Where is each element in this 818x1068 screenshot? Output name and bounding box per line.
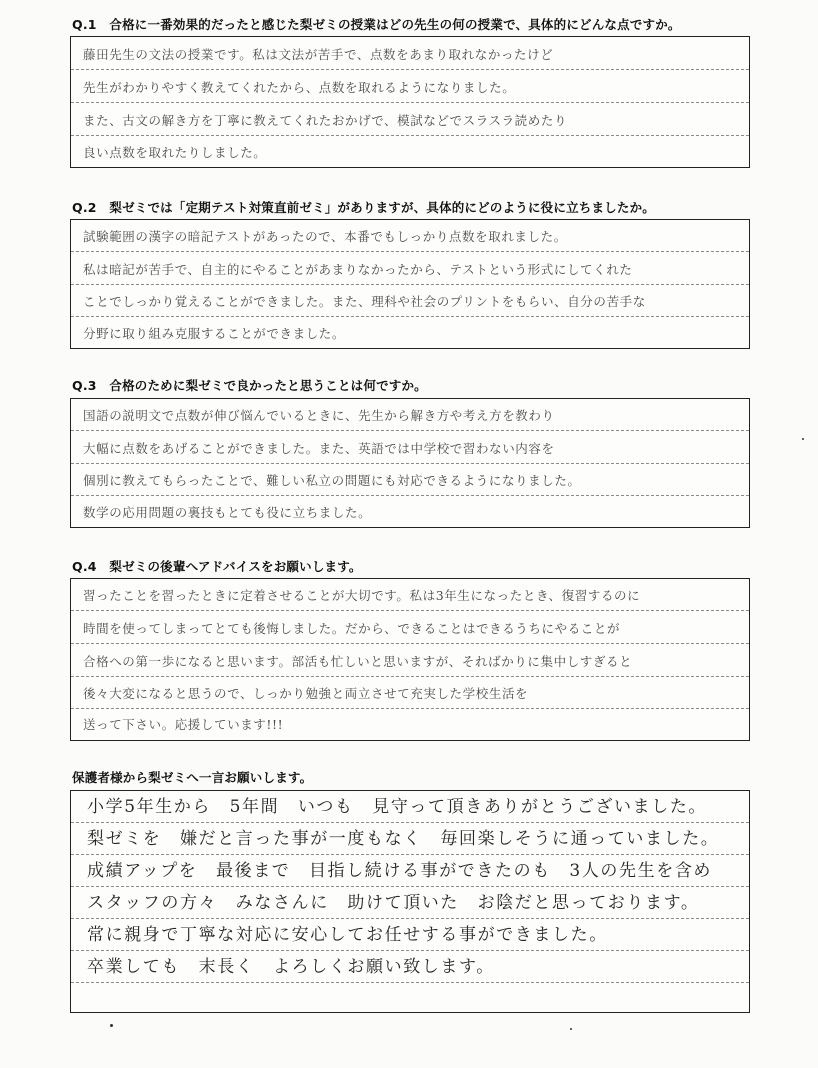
answer-line: [71, 983, 749, 1012]
answer-line: [71, 496, 749, 527]
handwritten-text: 国語の説明文で点数が伸び悩んでいるときに、先生から解き方や考え方を教わり: [83, 408, 555, 423]
answer-line: [71, 887, 749, 919]
question-1-heading: Q.1 合格に一番効果的だったと感じた梨ゼミの授業はどの先生の何の授業で、具体的にどんな点ですか。: [72, 17, 681, 32]
answer-line: [71, 37, 749, 70]
question-2-answer-box: [70, 219, 750, 349]
handwritten-text: スタッフの方々 みなさんに 助けて頂いた お陰だと思っております。: [87, 893, 700, 913]
question-1-answer-box: [70, 36, 750, 168]
handwritten-text: 送って下さい。応援しています!!!: [83, 717, 284, 732]
handwritten-text: 時間を使ってしまってとても後悔しました。だから、できることはできるうちにやることが: [83, 621, 621, 636]
handwritten-text: 先生がわかりやすく教えてくれたから、点数を取れるようになりました。: [83, 80, 516, 95]
answer-line: [71, 464, 749, 496]
answer-line: [71, 399, 749, 431]
answer-line: [71, 220, 749, 252]
answer-line: [71, 136, 749, 167]
answer-line: [71, 677, 749, 709]
question-3-answer-box: [70, 398, 750, 528]
handwritten-text: 良い点数を取れたりしました。: [83, 145, 267, 160]
answer-line: [71, 644, 749, 677]
answer-line: [71, 579, 749, 611]
handwritten-text: 試験範囲の漢字の暗記テストがあったので、本番でもしっかり点数を取れました。: [83, 229, 567, 244]
handwritten-text: 合格への第一歩になると思います。部活も忙しいと思いますが、そればかりに集中しすぎると: [83, 654, 633, 669]
question-4-heading: Q.4 梨ゼミの後輩へアドバイスをお願いします。: [72, 559, 362, 574]
handwritten-text: 藤田先生の文法の授業です。私は文法が苦手で、点数をあまり取れなかったけど: [83, 47, 554, 62]
handwritten-text: また、古文の解き方を丁寧に教えてくれたおかげで、模試などでスラスラ読めたり: [83, 113, 568, 128]
handwritten-text: 分野に取り組み克服することができました。: [83, 326, 346, 341]
question-3-heading: Q.3 合格のために梨ゼミで良かったと思うことは何ですか。: [72, 378, 427, 393]
answer-line: [71, 709, 749, 739]
answer-line: [71, 252, 749, 285]
handwritten-text: 数学の応用問題の裏技もとても役に立ちました。: [83, 505, 372, 520]
answer-line: [71, 70, 749, 103]
handwritten-text: 後々大変になると思うので、しっかり勉強と両立させて充実した学校生活を: [83, 686, 529, 701]
answer-line: [71, 285, 749, 317]
answer-line: [71, 951, 749, 983]
answer-line: [71, 823, 749, 855]
handwritten-text: 個別に教えてもらったことで、難しい私立の問題にも対応できるようになりました。: [83, 473, 581, 488]
answer-line: [71, 317, 749, 348]
answer-line: [71, 919, 749, 951]
handwritten-text: 小学5年生から 5年間 いつも 見守って頂きありがとうございました。: [87, 797, 708, 817]
scan-speck: [570, 1028, 572, 1030]
handwritten-text: 常に親身で丁寧な対応に安心してお任せする事ができました。: [87, 925, 608, 945]
handwritten-text: 成績アップを 最後まで 目指し続ける事ができたのも 3人の先生を含め: [87, 861, 713, 881]
handwritten-text: ことでしっかり覚えることができました。また、理科や社会のプリントをもらい、自分の苦手な: [83, 294, 646, 309]
answer-line: [71, 103, 749, 136]
parent-message-heading: 保護者様から梨ゼミへ一言お願いします。: [72, 770, 313, 785]
handwritten-text: 大幅に点数をあげることができました。また、英語では中学校で習わない内容を: [83, 441, 555, 456]
answer-line: [71, 855, 749, 887]
parent-message-box: [70, 790, 750, 1013]
question-2-heading: Q.2 梨ゼミでは「定期テスト対策直前ゼミ」がありますが、具体的にどのように役に立ちましたか。: [72, 200, 655, 215]
handwritten-text: 私は暗記が苦手で、自主的にやることがあまりなかったから、テストという形式にしてくれた: [83, 262, 633, 277]
question-4-answer-box: [70, 578, 750, 741]
answer-line: [71, 431, 749, 464]
answer-line: [71, 611, 749, 644]
handwritten-text: 卒業しても 末長く よろしくお願い致します。: [87, 957, 495, 977]
scan-speck: [110, 1024, 113, 1027]
scan-speck: [802, 438, 804, 440]
handwritten-text: 習ったことを習ったときに定着させることが大切です。私は3年生になったとき、復習するのに: [83, 588, 641, 603]
answer-line: [71, 791, 749, 823]
handwritten-text: 梨ゼミを 嫌だと言った事が一度もなく 毎回楽しそうに通っていました。: [87, 829, 720, 849]
